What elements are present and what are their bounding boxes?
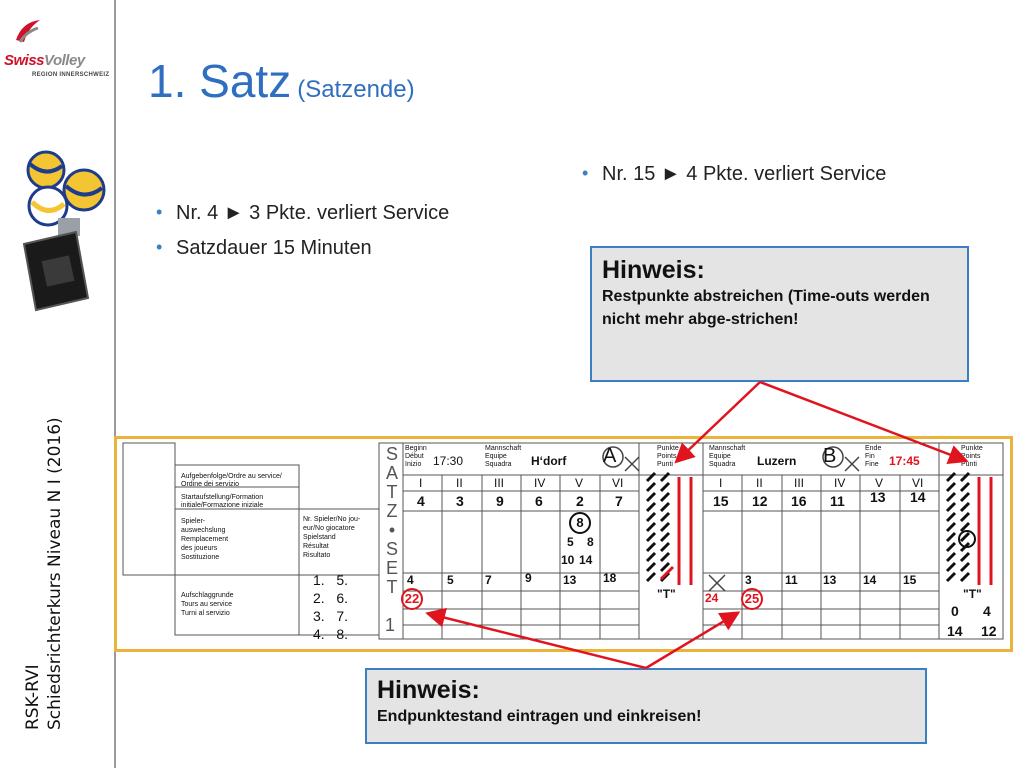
- roman-b-2: II: [756, 476, 763, 490]
- col-head-team-b: Mannschaft Equipe Squadra: [709, 445, 746, 468]
- timeout-marker-b: "T": [963, 587, 982, 601]
- roman-a-1: I: [419, 476, 423, 490]
- turns-list: 1. 5. 2. 6. 3. 7. 4. 8.: [313, 572, 349, 642]
- points-a-5: 13: [563, 573, 577, 587]
- bullet-list-right: [576, 163, 886, 198]
- roman-b-1: I: [719, 476, 723, 490]
- title-main: 1. Satz: [148, 55, 292, 107]
- brand-region: REGION INNERSCHWEIZ: [32, 72, 110, 78]
- lineup-a-1: 4: [417, 493, 425, 509]
- end-time: 17:45: [889, 454, 920, 468]
- roman-b-6: VI: [912, 476, 924, 490]
- lineup-b-3: 16: [791, 493, 807, 509]
- sidebar-caption: [22, 330, 66, 730]
- lineup-a-2: 3: [456, 493, 464, 509]
- hint-title: Hinweis:: [602, 256, 705, 284]
- caption-line-2: Schiedsrichterkurs Niveau N I (2016): [45, 417, 65, 730]
- brand-name: SwissVolley: [4, 52, 85, 69]
- hint-box-restpunkte: [590, 246, 969, 382]
- final-score-a-set: 24: [705, 591, 719, 605]
- bullet-item: • Nr. 4 ► 3 Pkte. verliert Service: [150, 202, 449, 225]
- roman-a-5: V: [575, 476, 584, 490]
- roman-a-4: IV: [534, 476, 546, 490]
- timeout-b-2: 4: [983, 603, 991, 619]
- points-b-4: 14: [863, 573, 877, 587]
- label-service-order: Aufgebenfolge/Ordre au service/ Ordine dei servizio: [181, 473, 282, 488]
- roman-b-4: IV: [834, 476, 846, 490]
- bullet-item: • Satzdauer 15 Minuten: [150, 237, 449, 260]
- lineup-b-1: 15: [713, 493, 729, 509]
- points-b-2: 11: [785, 573, 798, 587]
- team-a-letter: A: [603, 445, 617, 467]
- satz-set-label: S A T Z • S E T: [385, 444, 398, 597]
- roman-b-3: III: [794, 476, 805, 490]
- team-b-letter: B: [823, 445, 837, 467]
- final-score-b-circle: 25: [741, 588, 763, 610]
- lineup-b-6: 14: [910, 489, 926, 505]
- set-number: 1: [385, 615, 396, 635]
- roman-b-5: V: [875, 476, 884, 490]
- volleyball-whistle-image: [18, 148, 110, 316]
- final-score-a-circle: 22: [401, 588, 423, 610]
- sub-player-circle: 8: [569, 512, 591, 534]
- lineup-b-4: 11: [830, 493, 845, 509]
- hint-text: Restpunkte abstreichen (Time-outs werden nicht mehr abge-strichen!: [602, 288, 930, 328]
- hint-text: Endpunktestand eintragen und einkreisen!: [377, 708, 702, 725]
- team-a-name: H‘dorf: [531, 454, 567, 468]
- label-lineup: Startaufstellung/Formation initiale/Formazione iniziale: [181, 494, 264, 509]
- sub-a-1: 5: [567, 535, 574, 549]
- points-a-1: 4: [407, 573, 414, 587]
- points-a-2: 5: [447, 573, 454, 587]
- sheet-grid: [117, 439, 1010, 649]
- lineup-b-5: 13: [870, 489, 886, 505]
- lineup-a-6: 7: [615, 493, 623, 509]
- page-title: [148, 54, 415, 108]
- label-substitution: Spieler- auswechslung Remplacement des joueurs Sostituzione: [181, 518, 229, 561]
- swissvolley-logo: [4, 18, 112, 82]
- col-head-start: Beginn Début Inizio: [405, 445, 427, 468]
- label-player-result: Nr. Spieler/No jou- eur/No giocatore Spielstand Résultat Risultato: [303, 516, 361, 559]
- start-time: 17:30: [433, 454, 464, 468]
- label-service-turns: Aufschlaggrunde Tours au service Turni al servizio: [181, 592, 234, 617]
- bullet-list-left: [150, 202, 449, 272]
- points-a-3: 7: [485, 573, 492, 587]
- lineup-b-2: 12: [752, 493, 768, 509]
- points-b-1: 3: [745, 573, 752, 587]
- lineup-a-3: 9: [496, 493, 504, 509]
- roman-a-6: VI: [612, 476, 624, 490]
- timeout-b-4: 12: [981, 623, 997, 639]
- timeout-b-1: 0: [951, 603, 959, 619]
- caption-line-1: RSK-RVI: [23, 664, 43, 730]
- col-head-end: Ende Fin Fine: [865, 445, 882, 468]
- roman-a-3: III: [494, 476, 505, 490]
- team-b-name: Luzern: [757, 454, 797, 468]
- lineup-a-4: 6: [535, 493, 543, 509]
- timeout-marker-a: "T": [657, 587, 676, 601]
- sub-a-2: 8: [587, 535, 594, 549]
- hint-box-endpunktestand: [365, 668, 927, 744]
- hint-title: Hinweis:: [377, 676, 480, 704]
- points-a-6: 18: [603, 571, 617, 585]
- sub-a-3: 10: [561, 553, 575, 567]
- col-head-team-a: Mannschaft Equipe Squadra: [485, 445, 522, 468]
- points-b-5: 15: [903, 573, 917, 587]
- swoosh-icon: [14, 18, 42, 44]
- timeout-b-3: 14: [947, 623, 963, 639]
- lineup-a-5: 2: [576, 493, 584, 509]
- sidebar: [0, 0, 116, 768]
- points-b-3: 13: [823, 573, 837, 587]
- score-sheet: [114, 436, 1013, 652]
- roman-a-2: II: [456, 476, 463, 490]
- points-a-4: 9: [525, 571, 532, 585]
- title-sub: (Satzende): [297, 76, 415, 103]
- sub-a-4: 14: [579, 553, 593, 567]
- col-head-points-a: Punkte Points Punti: [657, 445, 679, 468]
- bullet-item: • Nr. 15 ► 4 Pkte. verliert Service: [576, 163, 886, 186]
- col-head-points-b: Punkte Points Punti: [961, 445, 983, 468]
